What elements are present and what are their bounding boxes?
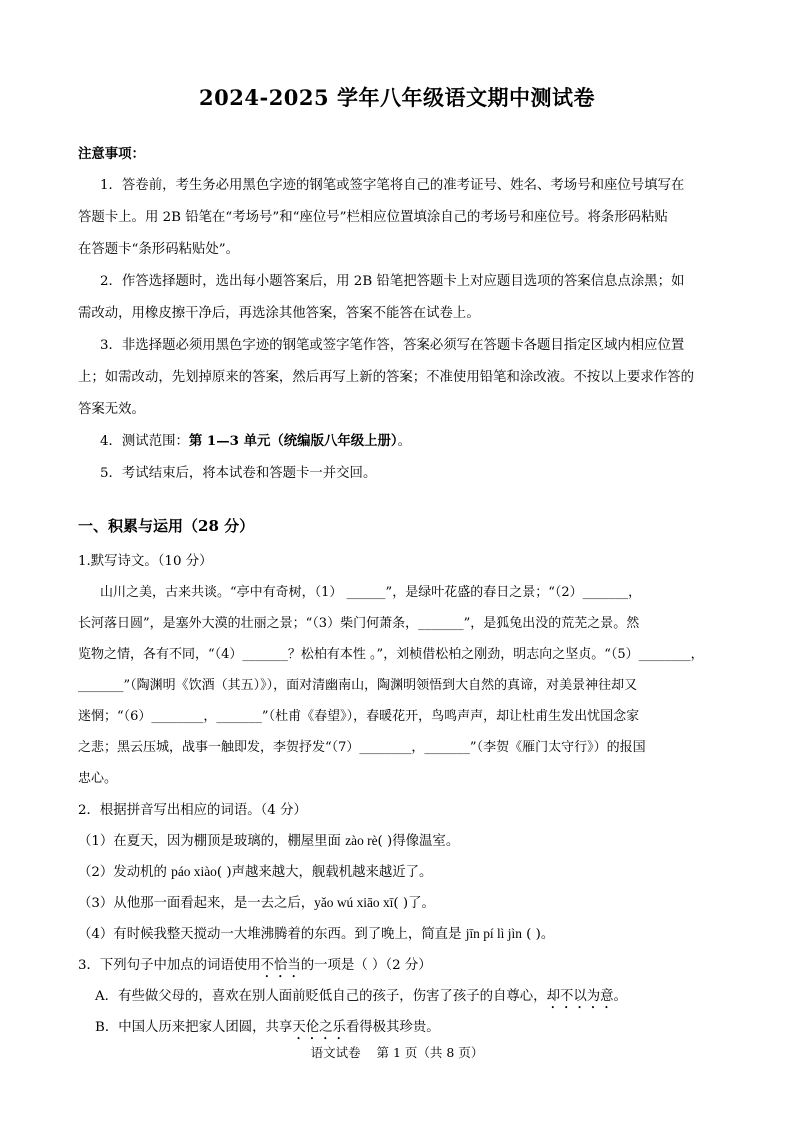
q3-label-after: 的一项是（ ）（2 分）	[300, 958, 432, 973]
section-1-heading: 一、积累与运用（28 分）	[78, 517, 255, 535]
q2-item-3	[78, 892, 720, 911]
q2-item-2-text: （2）发动机的	[78, 865, 172, 880]
q3-option-b-end: 看得极其珍贵。	[345, 1020, 440, 1035]
q3-label-dotted: 不恰当	[260, 958, 301, 973]
q2-label: 2．根据拼音写出相应的词语。（4 分）	[78, 803, 307, 818]
q1-label: 1.默写诗文。（10 分）	[78, 554, 213, 569]
q2-item-3-pinyin: yǎo wú xiāo xī	[314, 895, 394, 910]
q1-line-7: 忠心。	[78, 771, 118, 786]
q1-line-1: 山川之美，古来共谈。“亭中有奇树，（1） ______”，是绿叶花盛的春日之景；“（2）_______，	[100, 585, 642, 600]
q3-option-b-text: B．中国人历来把家人团圆，共享	[95, 1020, 293, 1035]
q3-option-b-dotted: 天伦之乐	[292, 1020, 346, 1035]
q2-item-1	[78, 830, 720, 849]
notice-item-4-suffix: 。	[397, 434, 411, 449]
q2-item-4-blank: ( )。	[521, 927, 555, 942]
notice-item-5: 5．考试结束后，将本试卷和答题卡一并交回。	[100, 466, 377, 481]
q3-label-before: 3．下列句子中加点的词语使用	[78, 958, 261, 973]
q3-option-a	[95, 985, 715, 1012]
q2-item-1-text: （1）在夏天，因为棚顶是玻璃的，棚屋里面	[78, 834, 346, 849]
q2-item-2	[78, 861, 720, 880]
q3-option-a-text: A．有些做父母的，喜欢在别人面前贬低自己的孩子，伤害了孩子的自尊心，	[95, 989, 547, 1004]
q2-item-1-pinyin: zào rè	[345, 833, 378, 848]
q2-item-4-text: （4）有时候我整天搅动一大堆沸腾着的东西。到了晚上，简直是	[78, 927, 466, 942]
q3-option-b	[95, 1016, 715, 1043]
notice-item-4-range: 第 1—3 单元（统编版八年级上册）	[188, 433, 398, 449]
q3-option-a-end: 。	[613, 989, 627, 1004]
notice-item-2-line-2: 需改动，用橡皮擦干净后，再选涂其他答案，答案不能答在试卷上。	[78, 306, 480, 321]
q2-item-4	[78, 923, 720, 942]
notice-item-4-prefix: 4．测试范围：	[100, 434, 189, 449]
q3-option-a-dotted: 却不以为意	[546, 989, 614, 1004]
q1-line-4: _______”（陶渊明《饮酒（其五）》），面对清幽南山，陶渊明领悟到大自然的真谛，对美景神往却又	[78, 678, 638, 693]
exam-title: 2024-2025 学年八年级语文期中测试卷	[199, 85, 595, 110]
notice-item-1-line-2: 答题卡上。用 2B 铅笔在“考场号”和“座位号”栏相应位置填涂自己的考场号和座位号。将条形码粘贴	[78, 210, 668, 225]
notice-heading: 注意事项：	[78, 146, 145, 162]
notice-item-4	[100, 430, 720, 449]
q2-item-4-pinyin: jīn pí lì jìn	[465, 926, 522, 941]
q1-line-6: 之悲；黑云压城，战事一触即发，李贺抒发“（7）________，_______”（李贺《雁门太守行》）的报国	[78, 740, 646, 755]
notice-item-2-line-1: 2．作答选择题时，选出每小题答案后，用 2B 铅笔把答题卡上对应题目选项的答案信息点涂黑；如	[100, 274, 685, 289]
q1-line-3: 览物之情，各有不同，“（4）_______？松柏有本性 。”，刘桢借松柏之刚劲，明志向之坚贞。“（5）________，	[78, 647, 704, 662]
page-footer: 语文试卷 第 1 页（共 8 页）	[310, 1045, 484, 1060]
notice-item-3-line-1: 3．非选择题必须用黑色字迹的钢笔或签字笔作答，答案必须写在答题卡各题目指定区域内相应位置	[100, 338, 685, 353]
notice-item-3-line-2: 上；如需改动，先划掉原来的答案，然后再写上新的答案；不准使用铅笔和涂改液。不按以上要求作答的	[78, 370, 694, 385]
q1-line-2: 长河落日圆”，是塞外大漠的壮丽之景；“（3）柴门何萧条，_______”，是狐兔出没的荒芜之景。然	[78, 616, 640, 631]
notice-item-1-line-3: 在答题卡“条形码粘贴处”。	[78, 242, 239, 257]
q2-item-1-blank: ( )得像温室。	[377, 834, 460, 849]
notice-item-3-line-3: 答案无效。	[78, 402, 145, 417]
q3-label	[78, 954, 720, 981]
q2-item-2-pinyin: páo xiào	[171, 864, 217, 879]
q2-item-3-text: （3）从他那一面看起来，是一去之后，	[78, 896, 315, 911]
q2-item-2-blank: ( )声越来越大，舰载机越来越近了。	[216, 865, 433, 880]
q2-item-3-blank: ( )了。	[393, 896, 435, 911]
q1-line-5: 迷惘；“（6）________，_______”（杜甫《春望》），春暖花开，鸟鸣声声，却让杜甫生发出忧国念家	[78, 709, 640, 724]
notice-item-1-line-1: 1．答卷前，考生务必用黑色字迹的钢笔或签字笔将自己的准考证号、姓名、考场号和座位号填写在	[100, 178, 685, 193]
